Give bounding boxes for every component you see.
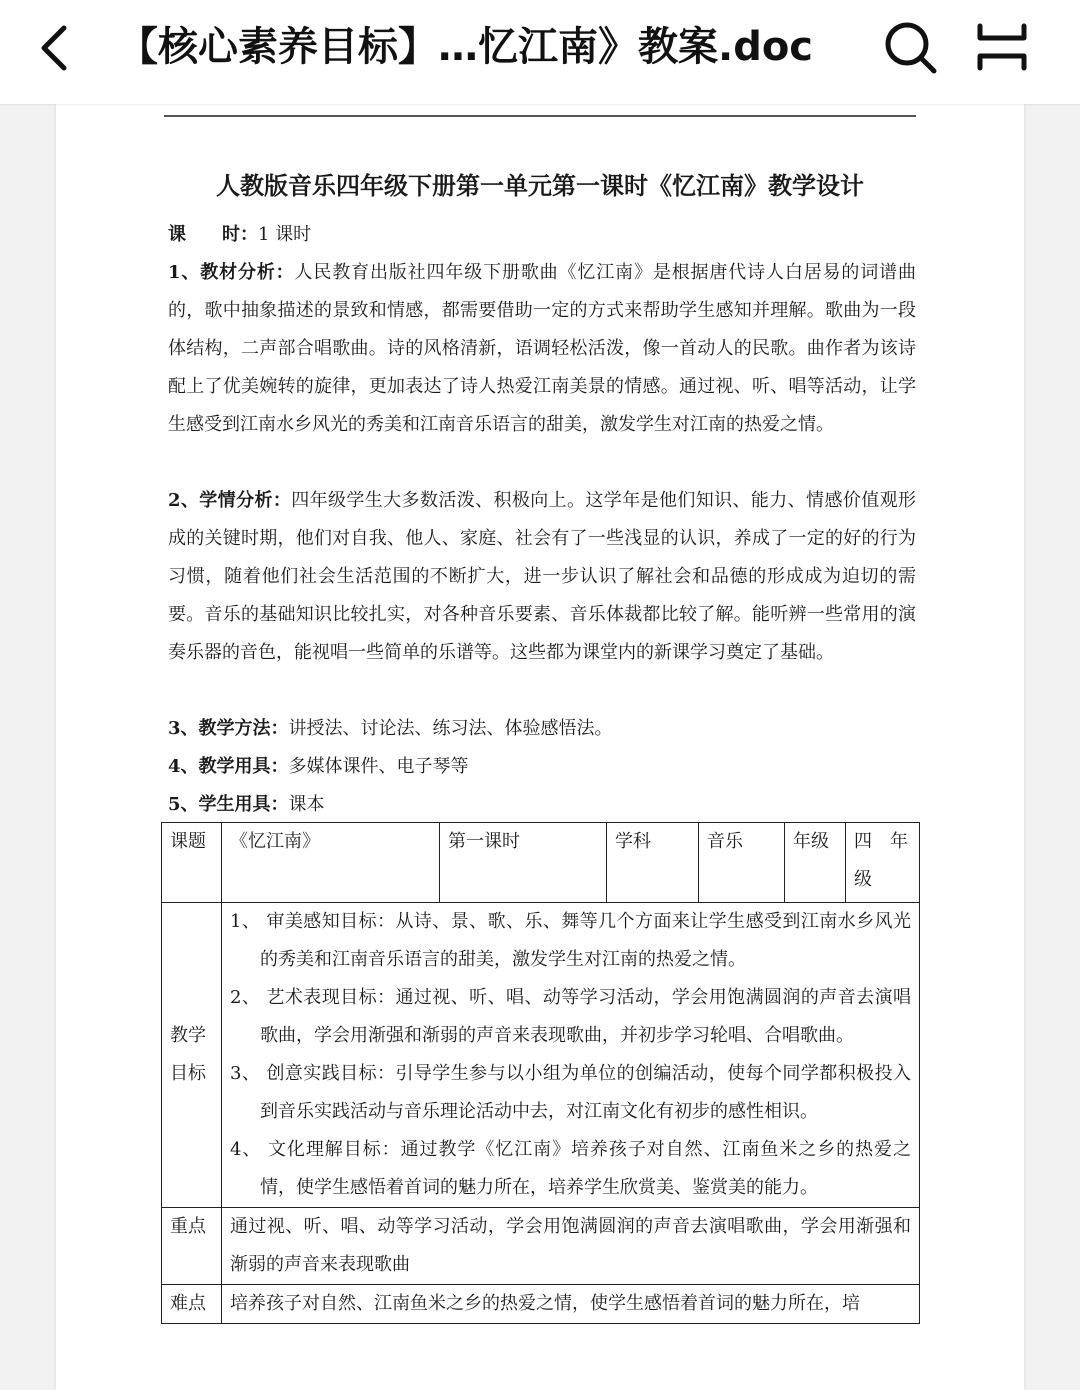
goal-item: 2、 艺术表现目标：通过视、听、唱、动等学习活动，学会用饱满圆润的声音去演唱歌曲，学会用渐强和渐弱的声音来表现歌曲，并初步学习轮唱、合唱歌曲。: [230, 987, 911, 1046]
topic-label-cell: 课题: [162, 823, 222, 903]
expand-button[interactable]: [972, 18, 1032, 76]
goals-content-cell: [222, 903, 920, 1208]
key-points-row: [162, 1208, 920, 1285]
section-label: 4、教学用具：: [168, 756, 289, 777]
section-label: 1、教材分析：: [168, 262, 295, 283]
key-points-content-cell: 通过视、听、唱、动等学习活动，学会用饱满圆润的声音去演唱歌曲，学会用渐强和渐弱的声音来表现歌曲: [222, 1208, 920, 1285]
class-hours: [168, 216, 916, 254]
section-label: 3、教学方法：: [168, 718, 289, 739]
goals-label-cell: 教学目标: [162, 903, 222, 1208]
table-header-row: [162, 823, 920, 903]
goal-item: 4、 文化理解目标：通过教学《忆江南》培养孩子对自然、江南鱼米之乡的热爱之情，使学生感悟着首词的魅力所在，培养学生欣赏美、鉴赏美的能力。: [230, 1139, 911, 1198]
section-text: 人民教育出版社四年级下册歌曲《忆江南》是根据唐代诗人白居易的词谱曲的，歌中抽象描述的景致和情感，都需要借助一定的方式来帮助学生感知并理解。歌曲为一段体结构，二声部合唱歌曲。诗的风格清新，语调轻松活泼，像一首动人的民歌。曲作者为该诗配上了优美婉转的旋律，更加表达了诗人热爱江南美景的情感。通过视、听、唱等活动，让学生感受到江南水乡风光的秀美和江南音乐语言的甜美，激发学生对江南的热爱之情。: [168, 262, 916, 435]
section-teaching-methods: [168, 710, 916, 748]
class-hours-value: 1 课时: [258, 224, 312, 245]
period-cell: 第一课时: [440, 823, 607, 903]
goal-item: 3、 创意实践目标：引导学生参与以小组为单位的创编活动，使每个同学都积极投入到音乐实践活动与音乐理论活动中去，对江南文化有初步的感性相识。: [230, 1063, 911, 1122]
goals-row: [162, 903, 920, 1208]
document-page: [56, 104, 1024, 1390]
header-rule: [164, 115, 916, 117]
lesson-table: [161, 822, 920, 1324]
key-points-label-cell: 重点: [162, 1208, 222, 1285]
top-toolbar: [0, 0, 1080, 104]
lesson-title: 人教版音乐四年级下册第一单元第一课时《忆江南》教学设计: [216, 171, 864, 200]
grade-label-cell: 年级: [785, 823, 846, 903]
section-teaching-tools: [168, 748, 916, 786]
section-label: 5、学生用具：: [168, 794, 289, 815]
back-chevron-icon: [30, 20, 80, 76]
topic-value-cell: 《忆江南》: [222, 823, 440, 903]
search-button[interactable]: [880, 18, 942, 76]
grade-value-cell: 四 年级: [846, 823, 920, 903]
goal-item: 1、 审美感知目标：从诗、景、歌、乐、舞等几个方面来让学生感受到江南水乡风光的秀美和江南音乐语言的甜美，激发学生对江南的热爱之情。: [230, 911, 911, 970]
back-button[interactable]: [30, 20, 80, 76]
section-textbook-analysis: [168, 254, 916, 444]
section-text: 四年级学生大多数活泼、积极向上。这学年是他们知识、能力、情感价值观形成的关键时期，他们对自我、他人、家庭、社会有了一些浅显的认识，养成了一定的好的行为习惯，随着他们社会生活范围的不断扩大，进一步认识了解社会和品德的形成成为迫切的需要。音乐的基础知识比较扎实，对各种音乐要素、音乐体裁都比较了解。能听辨一些常用的演奏乐器的音色，能视唱一些简单的乐谱等。这些都为课堂内的新课学习奠定了基础。: [168, 490, 916, 663]
subject-value-cell: 音乐: [699, 823, 785, 903]
section-text: 课本: [288, 794, 325, 815]
class-hours-label: 课 时：: [168, 224, 258, 245]
difficulty-label-cell: 难点: [162, 1285, 222, 1324]
difficulty-row: [162, 1285, 920, 1324]
section-student-tools: [168, 786, 916, 824]
document-title: 【核心素养目标】…忆江南》教案.doc: [118, 24, 814, 70]
section-text: 讲授法、讨论法、练习法、体验感悟法。: [288, 718, 613, 739]
expand-icon: [972, 18, 1032, 76]
section-student-analysis: [168, 482, 916, 672]
search-icon: [880, 18, 942, 76]
subject-label-cell: 学科: [607, 823, 699, 903]
difficulty-content-cell: 培养孩子对自然、江南鱼米之乡的热爱之情，使学生感悟着首词的魅力所在，培: [222, 1285, 920, 1324]
section-label: 2、学情分析：: [168, 490, 292, 511]
section-text: 多媒体课件、电子琴等: [288, 756, 469, 777]
